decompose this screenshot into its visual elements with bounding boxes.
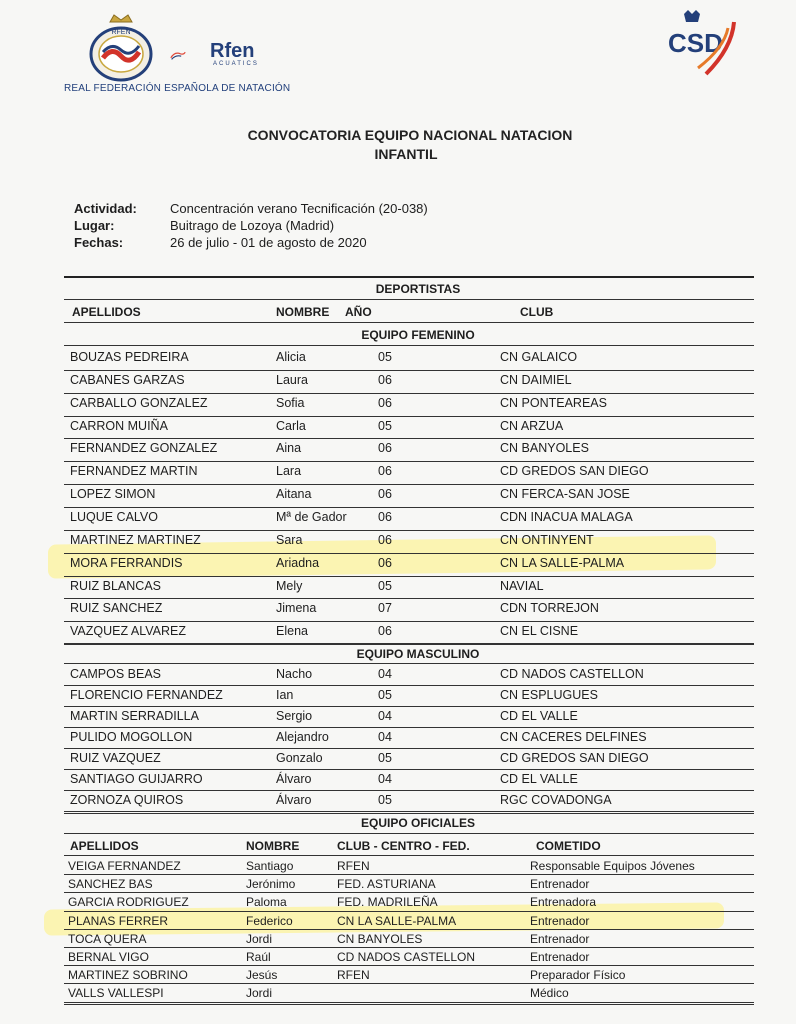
row-rule <box>64 393 754 394</box>
cell-nombre: Alejandro <box>276 730 329 744</box>
cell-ano: 06 <box>378 624 392 639</box>
cell-club: NAVIAL <box>500 578 544 593</box>
cell-club: CD GREDOS SAN DIEGO <box>500 464 649 479</box>
cell-club-centro-fed: CN BANYOLES <box>337 931 423 946</box>
cell-apellidos: SANTIAGO GUIJARRO <box>70 772 203 786</box>
cell-club: CN PONTEAREAS <box>500 395 607 410</box>
cell-apellidos: VAZQUEZ ALVAREZ <box>70 624 186 639</box>
table-row <box>0 350 796 372</box>
cell-apellidos: RUIZ SANCHEZ <box>70 601 163 616</box>
csd-text: CSD <box>668 28 723 58</box>
table-row <box>0 556 796 578</box>
cell-club: CD EL VALLE <box>500 709 578 723</box>
cell-apellidos: MARTINEZ SOBRINO <box>68 968 188 983</box>
cell-club-centro-fed: CD NADOS CASTELLON <box>337 950 476 964</box>
row-rule <box>64 416 754 417</box>
cell-club: RGC COVADONGA <box>500 793 612 807</box>
cell-club-centro-fed: RFEN <box>337 859 370 873</box>
cell-club: CD EL VALLE <box>500 772 578 786</box>
cell-club: CN LA SALLE-PALMA <box>500 555 625 570</box>
cell-apellidos: MARTIN SERRADILLA <box>70 709 199 723</box>
seal-text: RFEN <box>111 29 131 36</box>
cell-ano: 05 <box>378 793 392 807</box>
cell-apellidos: PULIDO MOGOLLON <box>70 730 193 744</box>
row-rule <box>64 553 754 554</box>
row-rule <box>64 484 754 485</box>
csd-logo <box>662 8 740 80</box>
row-rule <box>64 947 754 948</box>
row-rule <box>64 644 754 645</box>
cell-ano: 05 <box>378 688 392 702</box>
row-rule <box>64 370 754 371</box>
row-rule <box>64 507 754 508</box>
cell-cometido: Preparador Físico <box>530 968 626 983</box>
row-rule <box>64 727 754 728</box>
cell-ano: 06 <box>378 509 392 524</box>
row-rule <box>64 461 754 462</box>
meta-value: Buitrago de Lozoya (Madrid) <box>170 218 335 233</box>
cell-club: CN ONTINYENT <box>500 532 594 547</box>
cell-club-centro-fed: FED. MADRILEÑA <box>337 895 438 910</box>
col-nombre: NOMBRE <box>246 839 300 853</box>
cell-apellidos: CARBALLO GONZALEZ <box>70 395 208 410</box>
cell-ano: 04 <box>378 667 392 681</box>
cell-club: CD NADOS CASTELLON <box>500 667 644 681</box>
cell-apellidos: CAMPOS BEAS <box>70 667 161 681</box>
cell-nombre: Alicia <box>276 350 306 364</box>
cell-cometido: Entrenadora <box>530 895 597 910</box>
cell-ano: 04 <box>378 709 392 723</box>
table-rule <box>64 855 754 856</box>
cell-club: CN FERCA-SAN JOSE <box>500 487 630 502</box>
document-subtitle: INFANTIL <box>374 146 438 162</box>
meta-key: Fechas: <box>74 235 124 250</box>
table-row <box>0 601 796 623</box>
cell-nombre: Ariadna <box>276 555 320 570</box>
cell-apellidos: FERNANDEZ GONZALEZ <box>70 441 218 456</box>
col-club: CLUB <box>520 305 554 319</box>
cell-club: CDN INACUA MALAGA <box>500 509 633 524</box>
cell-ano: 06 <box>378 532 392 547</box>
cell-club: CN ESPLUGUES <box>500 688 598 702</box>
cell-ano: 06 <box>378 395 392 410</box>
col-nombre: NOMBRE <box>276 305 330 319</box>
cell-apellidos: FERNANDEZ MARTIN <box>70 464 198 479</box>
cell-nombre: Santiago <box>246 859 294 873</box>
cell-apellidos: BERNAL VIGO <box>68 950 149 964</box>
row-rule <box>64 892 754 893</box>
cell-cometido: Entrenador <box>530 950 590 964</box>
table-rule <box>64 299 754 300</box>
table-row <box>0 579 796 601</box>
cell-club: CDN TORREJON <box>500 601 599 616</box>
row-rule <box>64 530 754 531</box>
cell-cometido: Entrenador <box>530 931 590 946</box>
section-deportistas: DEPORTISTAS <box>375 282 461 296</box>
cell-apellidos: SANCHEZ BAS <box>68 877 153 892</box>
rfen-seal-logo <box>86 12 156 82</box>
table-row <box>0 441 796 463</box>
cell-nombre: Jerónimo <box>246 877 296 892</box>
row-rule <box>64 769 754 770</box>
document-title: CONVOCATORIA EQUIPO NACIONAL NATACION <box>247 127 573 143</box>
table-row <box>0 487 796 509</box>
cell-nombre: Álvaro <box>276 793 312 807</box>
table-rule <box>64 322 754 323</box>
table-row <box>0 373 796 395</box>
row-rule <box>64 965 754 966</box>
cell-ano: 07 <box>378 601 392 616</box>
cell-nombre: Elena <box>276 624 308 639</box>
meta-value: 26 de julio - 01 de agosto de 2020 <box>170 235 367 250</box>
cell-nombre: Raúl <box>246 950 271 964</box>
table-row <box>0 510 796 532</box>
cell-cometido: Entrenador <box>530 913 590 928</box>
cell-ano: 06 <box>378 555 392 570</box>
row-rule <box>64 790 754 791</box>
cell-nombre: Laura <box>276 372 308 387</box>
rfen-swimmer-icon <box>170 40 210 70</box>
row-rule <box>64 621 754 622</box>
table-rule <box>64 1004 754 1005</box>
cell-ano: 05 <box>378 350 392 364</box>
cell-ano: 05 <box>378 578 392 593</box>
row-rule <box>64 874 754 875</box>
row-rule <box>64 983 754 984</box>
cell-nombre: Aina <box>276 441 302 456</box>
cell-ano: 06 <box>378 487 392 502</box>
cell-nombre: Mª de Gador <box>276 509 347 524</box>
cell-apellidos: RUIZ BLANCAS <box>70 578 161 593</box>
cell-apellidos: MORA FERRANDIS <box>70 555 183 570</box>
cell-ano: 06 <box>378 464 392 479</box>
cell-apellidos: GARCIA RODRIGUEZ <box>68 895 189 910</box>
cell-nombre: Ian <box>276 688 294 702</box>
cell-nombre: Lara <box>276 464 302 479</box>
col-club-centro-fed: CLUB - CENTRO - FED. <box>337 839 470 853</box>
section-masculino: EQUIPO MASCULINO <box>356 647 480 661</box>
cell-ano: 06 <box>378 372 392 387</box>
cell-apellidos: TOCA QUERA <box>68 931 147 946</box>
cell-apellidos: MARTINEZ MARTINEZ <box>70 532 201 547</box>
cell-apellidos: LUQUE CALVO <box>70 509 158 524</box>
cell-nombre: Jordi <box>246 986 273 1001</box>
cell-nombre: Álvaro <box>276 772 312 786</box>
cell-nombre: Paloma <box>246 895 287 910</box>
col-apellidos: APELLIDOS <box>70 839 139 853</box>
cell-nombre: Jesús <box>246 968 278 983</box>
cell-apellidos: PLANAS FERRER <box>68 913 169 928</box>
table-row <box>0 396 796 418</box>
row-rule <box>64 685 754 686</box>
cell-cometido: Responsable Equipos Jóvenes <box>530 859 695 873</box>
cell-nombre: Mely <box>276 578 303 593</box>
row-rule <box>64 1002 754 1003</box>
activity-info <box>74 201 428 252</box>
meta-row-fechas <box>74 235 428 252</box>
cell-apellidos: BOUZAS PEDREIRA <box>70 350 189 364</box>
row-rule <box>64 911 754 912</box>
cell-club: CN ARZUA <box>500 418 564 433</box>
cell-nombre: Sara <box>276 532 303 547</box>
cell-apellidos: RUIZ VAZQUEZ <box>70 751 161 765</box>
cell-nombre: Sofia <box>276 395 305 410</box>
cell-apellidos: VEIGA FERNANDEZ <box>68 859 181 873</box>
cell-club: CN BANYOLES <box>500 441 589 456</box>
cell-club: CN CACERES DELFINES <box>500 730 647 744</box>
cell-apellidos: FLORENCIO FERNANDEZ <box>70 688 223 702</box>
cell-apellidos: LOPEZ SIMON <box>70 487 156 502</box>
col-apellidos: APELLIDOS <box>72 305 141 319</box>
col-ano: AÑO <box>345 305 372 319</box>
table-row <box>0 533 796 555</box>
row-rule <box>64 748 754 749</box>
cell-club: CD GREDOS SAN DIEGO <box>500 751 649 765</box>
cell-ano: 06 <box>378 441 392 456</box>
cell-ano: 04 <box>378 772 392 786</box>
cell-club-centro-fed: RFEN <box>337 968 370 983</box>
cell-ano: 05 <box>378 751 392 765</box>
meta-row-actividad <box>74 201 428 218</box>
table-rule <box>64 833 754 834</box>
cell-ano: 05 <box>378 418 392 433</box>
row-rule <box>64 598 754 599</box>
cell-nombre: Nacho <box>276 667 313 681</box>
section-femenino: EQUIPO FEMENINO <box>361 328 475 342</box>
meta-key: Actividad: <box>74 201 137 216</box>
table-rule <box>64 663 754 664</box>
cell-cometido: Médico <box>530 986 569 1001</box>
table-row <box>0 464 796 486</box>
cell-apellidos: CARRON MUIÑA <box>70 418 168 433</box>
table-rule <box>64 276 754 278</box>
row-rule <box>64 438 754 439</box>
cell-club: CN DAIMIEL <box>500 372 572 387</box>
rfen-brand-word: Rfen <box>210 40 255 62</box>
table-rule <box>64 345 754 346</box>
row-rule <box>64 576 754 577</box>
section-oficiales: EQUIPO OFICIALES <box>360 816 475 830</box>
col-cometido: COMETIDO <box>536 839 601 853</box>
cell-nombre: Jordi <box>246 931 273 946</box>
cell-nombre: Aitana <box>276 487 312 502</box>
table-rule <box>64 813 754 814</box>
cell-cometido: Entrenador <box>530 877 590 892</box>
table-row <box>0 419 796 441</box>
cell-nombre: Federico <box>246 913 293 928</box>
cell-apellidos: ZORNOZA QUIROS <box>70 793 184 807</box>
cell-nombre: Sergio <box>276 709 313 723</box>
cell-club-centro-fed: FED. ASTURIANA <box>337 877 436 892</box>
cell-club-centro-fed: CN LA SALLE-PALMA <box>337 913 457 928</box>
federation-name: REAL FEDERACIÓN ESPAÑOLA DE NATACIÓN <box>64 83 291 94</box>
cell-apellidos: CABANES GARZAS <box>70 372 185 387</box>
rfen-brand-sub: ACUATICS <box>213 61 259 67</box>
row-rule <box>64 929 754 930</box>
cell-apellidos: VALLS VALLESPI <box>68 986 164 1001</box>
cell-nombre: Gonzalo <box>276 751 323 765</box>
meta-key: Lugar: <box>74 218 115 233</box>
row-rule <box>64 706 754 707</box>
meta-row-lugar <box>74 218 428 235</box>
cell-ano: 04 <box>378 730 392 744</box>
table-rule <box>64 643 754 644</box>
cell-club: CN EL CISNE <box>500 624 579 639</box>
meta-value: Concentración verano Tecnificación (20-038) <box>170 201 428 216</box>
cell-club: CN GALAICO <box>500 350 578 364</box>
row-rule <box>64 811 754 812</box>
cell-nombre: Carla <box>276 418 306 433</box>
cell-nombre: Jimena <box>276 601 317 616</box>
